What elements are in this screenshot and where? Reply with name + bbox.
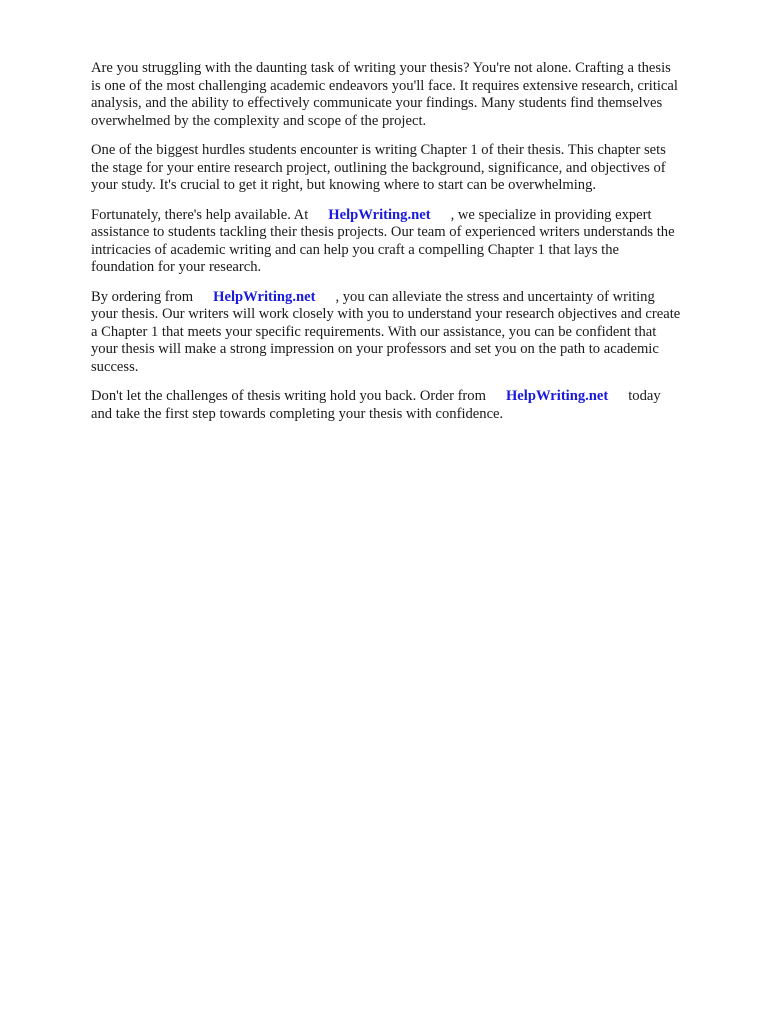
text-line: your thesis will make a strong impression on your professors and set you on the path to academic [91, 341, 659, 357]
paragraph-help-available [91, 207, 721, 277]
text-line: analysis, and the ability to effectively communicate your findings. Many students find themselves [91, 95, 663, 111]
text-line: your thesis. Our writers will work closely with you to understand your research objectives and create [91, 306, 681, 322]
text-line: your study. It's crucial to get it right, but knowing where to start can be overwhelming. [91, 177, 597, 193]
text-segment: , we specialize in providing expert [450, 206, 652, 223]
paragraph-ordering [91, 289, 721, 377]
text-line: One of the biggest hurdles students encounter is writing Chapter 1 of their thesis. This chapter sets [91, 142, 666, 158]
text-line: a Chapter 1 that meets your specific requirements. With our assistance, you can be confident that [91, 323, 657, 340]
text-segment: By ordering from [91, 288, 194, 305]
text-line: foundation for your research. [91, 259, 262, 275]
text-line [91, 207, 721, 225]
text-line [91, 289, 721, 307]
document-page [91, 60, 721, 435]
text-line: and take the first step towards completing your thesis with confidence. [91, 405, 504, 422]
text-line: the stage for your entire research project, outlining the background, significance, and objectives of [91, 159, 666, 176]
text-line: is one of the most challenging academic endeavors you'll face. It requires extensive research, critical [91, 77, 678, 94]
paragraph-intro [91, 60, 721, 130]
text-line [91, 388, 721, 406]
text-segment: Don't let the challenges of thesis writing hold you back. Order from [91, 388, 486, 404]
text-line: intricacies of academic writing and can help you craft a compelling Chapter 1 that lays the [91, 241, 620, 258]
helpwriting-link[interactable]: HelpWriting.net [505, 388, 609, 404]
helpwriting-link[interactable]: HelpWriting.net [328, 206, 431, 223]
text-segment: Fortunately, there's help available. At [91, 206, 309, 223]
text-line: overwhelmed by the complexity and scope of the project. [91, 112, 427, 129]
text-segment: , you can alleviate the stress and uncertainty of writing [335, 288, 655, 305]
paragraph-chapter-one [91, 142, 721, 195]
text-line: assistance to students tackling their thesis projects. Our team of experienced writers understands the [91, 224, 675, 240]
helpwriting-link[interactable]: HelpWriting.net [213, 288, 316, 305]
text-line: success. [91, 358, 139, 375]
paragraph-call-to-action [91, 388, 721, 423]
text-line: Are you struggling with the daunting task of writing your thesis? You're not alone. Crafting a thesis [91, 60, 671, 76]
text-segment: today [628, 388, 661, 404]
